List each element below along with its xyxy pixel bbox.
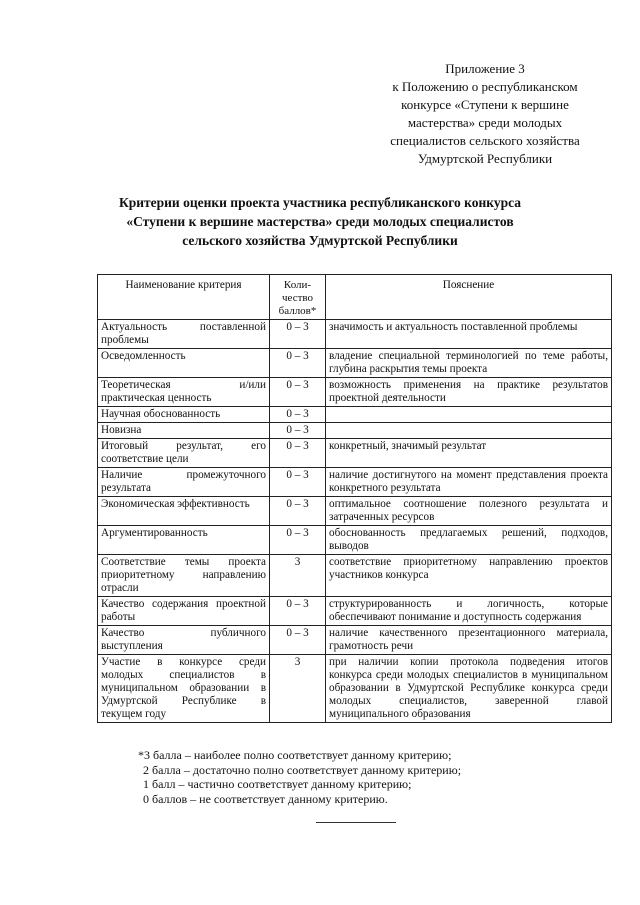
document-title bbox=[80, 193, 560, 250]
score-footnotes bbox=[138, 748, 578, 806]
criterion-cell: Участие в конкурсе среди молодых специалистов в муниципальном образовании в Удмуртской Республике в текущем году bbox=[98, 655, 270, 723]
explanation-cell: конкретный, значимый результат bbox=[326, 439, 612, 468]
criterion-cell: Актуальность поставленной проблемы bbox=[98, 320, 270, 349]
criterion-cell: Наличие промежуточного результата bbox=[98, 468, 270, 497]
appendix-line: конкурсе «Ступени к вершине bbox=[401, 97, 569, 112]
score-cell: 0 – 3 bbox=[270, 423, 326, 439]
table-row bbox=[98, 439, 612, 468]
criterion-cell: Итоговый результат, его соответствие цели bbox=[98, 439, 270, 468]
footnote-line: 1 балл – частично соответствует данному критерию; bbox=[143, 777, 412, 791]
table-row bbox=[98, 423, 612, 439]
end-divider bbox=[316, 822, 396, 823]
header-score: Коли-чество баллов* bbox=[270, 275, 326, 320]
appendix-line: к Положению о республиканском bbox=[392, 79, 578, 94]
criterion-cell: Теоретическая и/или практическая ценность bbox=[98, 378, 270, 407]
score-cell: 0 – 3 bbox=[270, 626, 326, 655]
appendix-line: Приложение 3 bbox=[445, 61, 525, 76]
table-row bbox=[98, 407, 612, 423]
criterion-cell: Соответствие темы проекта приоритетному направлению отрасли bbox=[98, 555, 270, 597]
table-row bbox=[98, 655, 612, 723]
score-cell: 3 bbox=[270, 555, 326, 597]
table-row bbox=[98, 468, 612, 497]
explanation-cell: наличие достигнутого на момент представления проекта конкретного результата bbox=[326, 468, 612, 497]
appendix-heading bbox=[360, 60, 610, 168]
appendix-line: мастерства» среди молодых bbox=[407, 115, 563, 130]
criteria-table bbox=[97, 274, 612, 723]
table-row bbox=[98, 497, 612, 526]
score-cell: 0 – 3 bbox=[270, 349, 326, 378]
table-row bbox=[98, 349, 612, 378]
title-line: Критерии оценки проекта участника республиканского конкурса bbox=[118, 195, 522, 210]
score-cell: 0 – 3 bbox=[270, 439, 326, 468]
criterion-cell: Новизна bbox=[98, 423, 270, 439]
table-row bbox=[98, 526, 612, 555]
footnote-line: 2 балла – достаточно полно соответствует данному критерию; bbox=[143, 762, 462, 777]
explanation-cell: обоснованность предлагаемых решений, подходов, выводов bbox=[326, 526, 612, 555]
criterion-cell: Научная обоснованность bbox=[98, 407, 270, 423]
score-cell: 3 bbox=[270, 655, 326, 723]
explanation-cell: наличие качественного презентационного материала, грамотность речи bbox=[326, 626, 612, 655]
explanation-cell: оптимальное соотношение полезного результата и затраченных ресурсов bbox=[326, 497, 612, 526]
explanation-cell: при наличии копии протокола подведения итогов конкурса среди молодых специалистов в муниципальном образовании в Удмуртской Республике конкурса среди молодых специалистов, заверенной главой муниципального образования bbox=[326, 655, 612, 723]
table-row bbox=[98, 626, 612, 655]
footnote-line: 0 баллов – не соответствует данному критерию. bbox=[143, 791, 388, 806]
header-explanation: Пояснение bbox=[326, 275, 612, 320]
score-cell: 0 – 3 bbox=[270, 597, 326, 626]
header-criterion: Наименование критерия bbox=[98, 275, 270, 320]
criterion-cell: Качество содержания проектной работы bbox=[98, 597, 270, 626]
footnote-line: *3 балла – наиболее полно соответствует данному критерию; bbox=[138, 748, 452, 762]
table-row bbox=[98, 378, 612, 407]
score-cell: 0 – 3 bbox=[270, 378, 326, 407]
table-row bbox=[98, 597, 612, 626]
explanation-cell: возможность применения на практике результатов проектной деятельности bbox=[326, 378, 612, 407]
explanation-cell: владение специальной терминологией по теме работы, глубина раскрытия темы проекта bbox=[326, 349, 612, 378]
score-cell: 0 – 3 bbox=[270, 526, 326, 555]
criterion-cell: Качество публичного выступления bbox=[98, 626, 270, 655]
explanation-cell: структурированность и логичность, которые обеспечивают понимание и доступность содержания bbox=[326, 597, 612, 626]
explanation-cell: значимость и актуальность поставленной проблемы bbox=[326, 320, 612, 349]
explanation-cell bbox=[326, 407, 612, 423]
title-line: «Ступени к вершине мастерства» среди молодых специалистов bbox=[126, 214, 514, 229]
title-line: сельского хозяйства Удмуртской Республики bbox=[182, 233, 458, 248]
criterion-cell: Экономическая эффективность bbox=[98, 497, 270, 526]
appendix-line: специалистов сельского хозяйства bbox=[390, 133, 580, 148]
score-cell: 0 – 3 bbox=[270, 407, 326, 423]
score-cell: 0 – 3 bbox=[270, 468, 326, 497]
explanation-cell bbox=[326, 423, 612, 439]
score-cell: 0 – 3 bbox=[270, 497, 326, 526]
table-row bbox=[98, 320, 612, 349]
appendix-line: Удмуртской Республики bbox=[417, 151, 553, 166]
criterion-cell: Осведомленность bbox=[98, 349, 270, 378]
criterion-cell: Аргументированность bbox=[98, 526, 270, 555]
score-cell: 0 – 3 bbox=[270, 320, 326, 349]
table-row bbox=[98, 555, 612, 597]
table-header-row bbox=[98, 275, 612, 320]
explanation-cell: соответствие приоритетному направлению проектов участников конкурса bbox=[326, 555, 612, 597]
